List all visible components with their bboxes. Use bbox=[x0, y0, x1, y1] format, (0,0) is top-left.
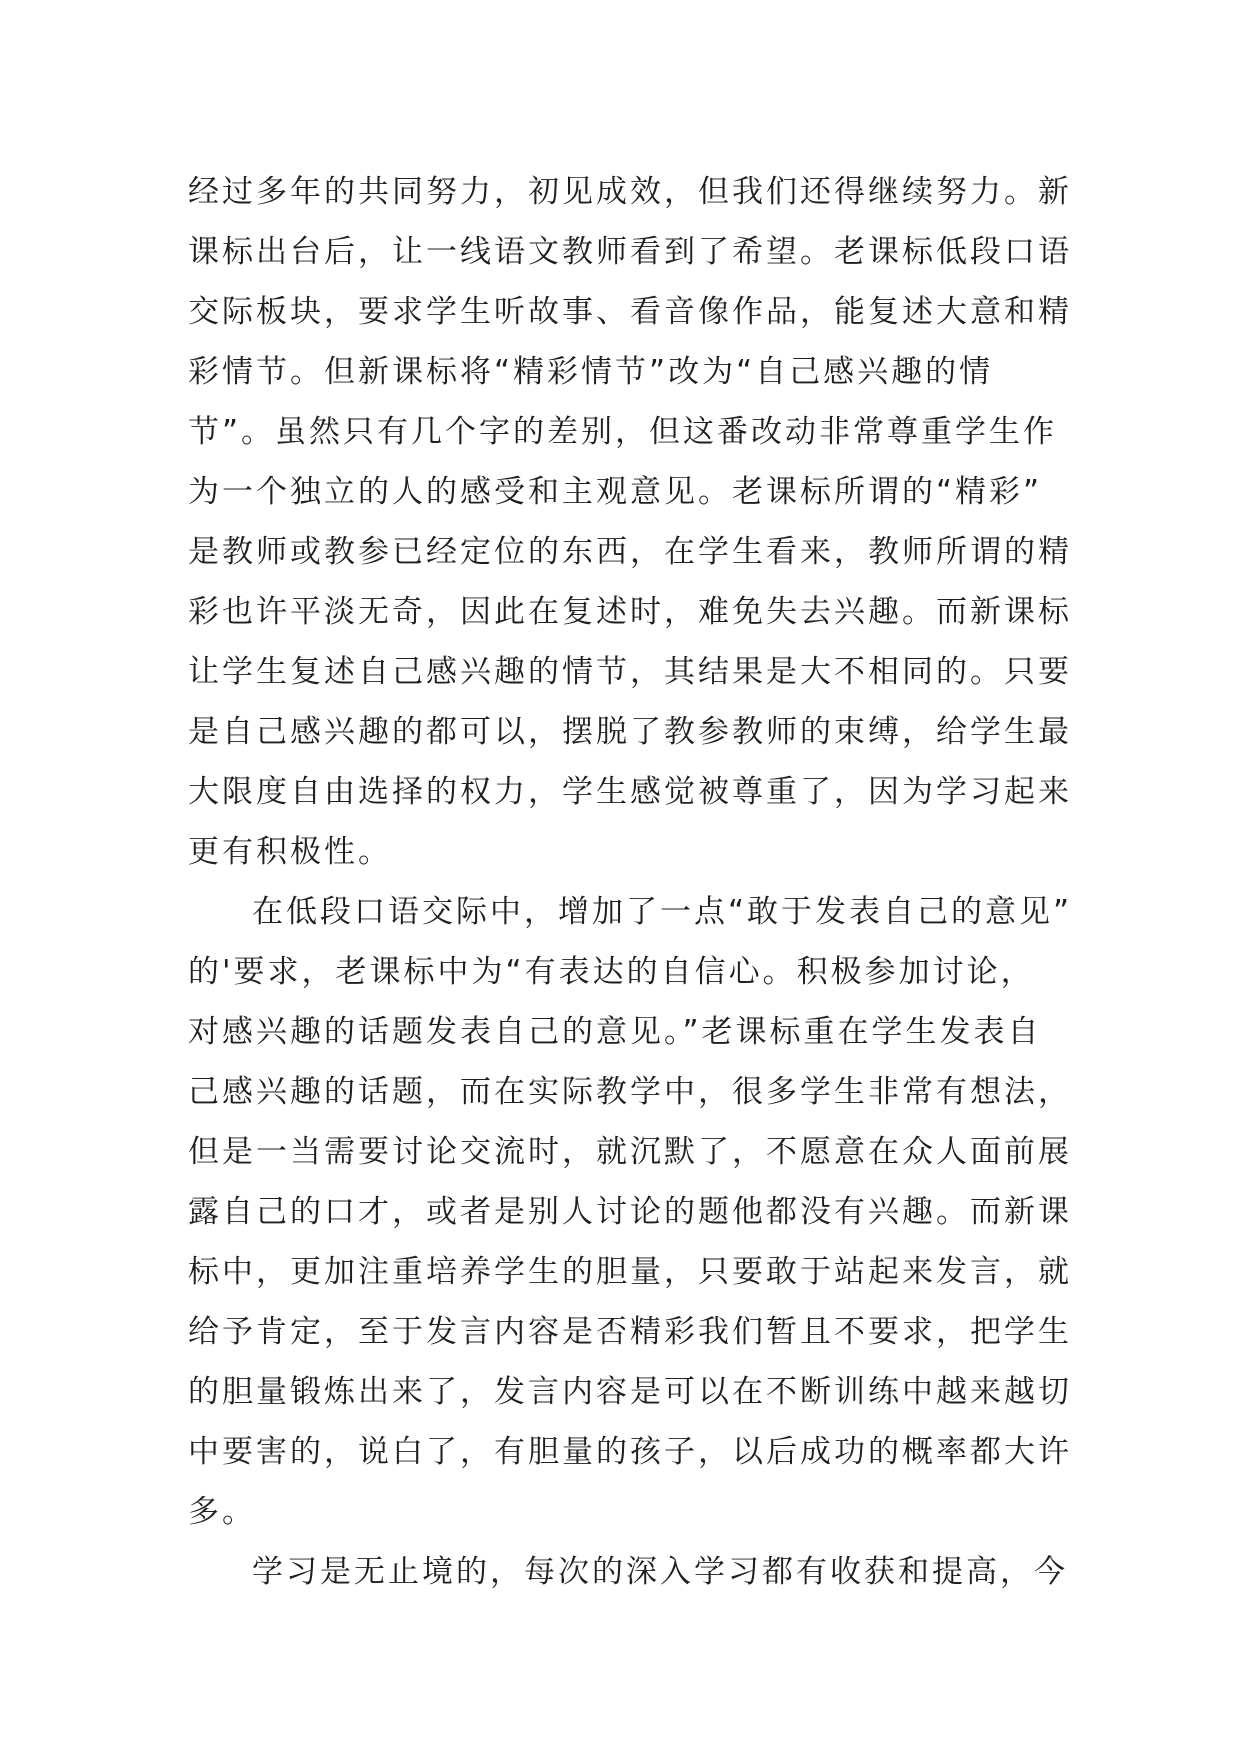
text-line: 更有积极性。 bbox=[188, 834, 392, 870]
text-line: 大限度自由选择的权力，学生感觉被尊重了，因为学习起来 bbox=[188, 774, 1072, 810]
text-line: 己感兴趣的话题，而在实际教学中，很多学生非常有想法， bbox=[188, 1074, 1072, 1110]
body-text bbox=[188, 162, 1073, 1602]
text-line: 给予肯定，至于发言内容是否精彩我们暂且不要求，把学生 bbox=[188, 1314, 1072, 1350]
paragraph-1 bbox=[188, 162, 1072, 882]
text-line: 标中，更加注重培养学生的胆量，只要敢于站起来发言，就 bbox=[188, 1254, 1072, 1290]
text-line: 对感兴趣的话题发表自己的意见。”老课标重在学生发表自 bbox=[188, 1014, 1042, 1050]
text-line: 彩也许平淡无奇，因此在复述时，难免失去兴趣。而新课标 bbox=[188, 594, 1072, 630]
text-line: 的'要求，老课标中为“有表达的自信心。积极参加讨论， bbox=[188, 954, 1035, 990]
text-line: 多。 bbox=[188, 1494, 256, 1530]
text-line: 露自己的口才，或者是别人讨论的题他都没有兴趣。而新课 bbox=[188, 1194, 1072, 1230]
text-line: 经过多年的共同努力，初见成效，但我们还得继续努力。新 bbox=[188, 174, 1072, 210]
text-line: 学习是无止境的，每次的深入学习都有收获和提高，今 bbox=[252, 1554, 1068, 1590]
text-line: 但是一当需要讨论交流时，就沉默了，不愿意在众人面前展 bbox=[188, 1134, 1072, 1170]
paragraph-2 bbox=[188, 882, 1073, 1542]
text-line: 彩情节。但新课标将“精彩情节”改为“自己感兴趣的情 bbox=[188, 354, 994, 390]
text-line: 交际板块，要求学生听故事、看音像作品，能复述大意和精 bbox=[188, 294, 1072, 330]
text-line: 节”。虽然只有几个字的差别，但这番改动非常尊重学生作 bbox=[188, 414, 1058, 450]
text-line: 在低段口语交际中，增加了一点“敢于发表自己的意见” bbox=[252, 894, 1073, 930]
text-line: 课标出台后，让一线语文教师看到了希望。老课标低段口语 bbox=[188, 234, 1072, 270]
text-line: 为一个独立的人的感受和主观意见。老课标所谓的“精彩” bbox=[188, 474, 1043, 510]
text-line: 是教师或教参已经定位的东西，在学生看来，教师所谓的精 bbox=[188, 534, 1072, 570]
text-line: 让学生复述自己感兴趣的情节，其结果是大不相同的。只要 bbox=[188, 654, 1072, 690]
text-line: 的胆量锻炼出来了，发言内容是可以在不断训练中越来越切 bbox=[188, 1374, 1072, 1410]
text-line: 中要害的，说白了，有胆量的孩子，以后成功的概率都大许 bbox=[188, 1434, 1072, 1470]
paragraph-3 bbox=[188, 1542, 1068, 1602]
text-line: 是自己感兴趣的都可以，摆脱了教参教师的束缚，给学生最 bbox=[188, 714, 1072, 750]
